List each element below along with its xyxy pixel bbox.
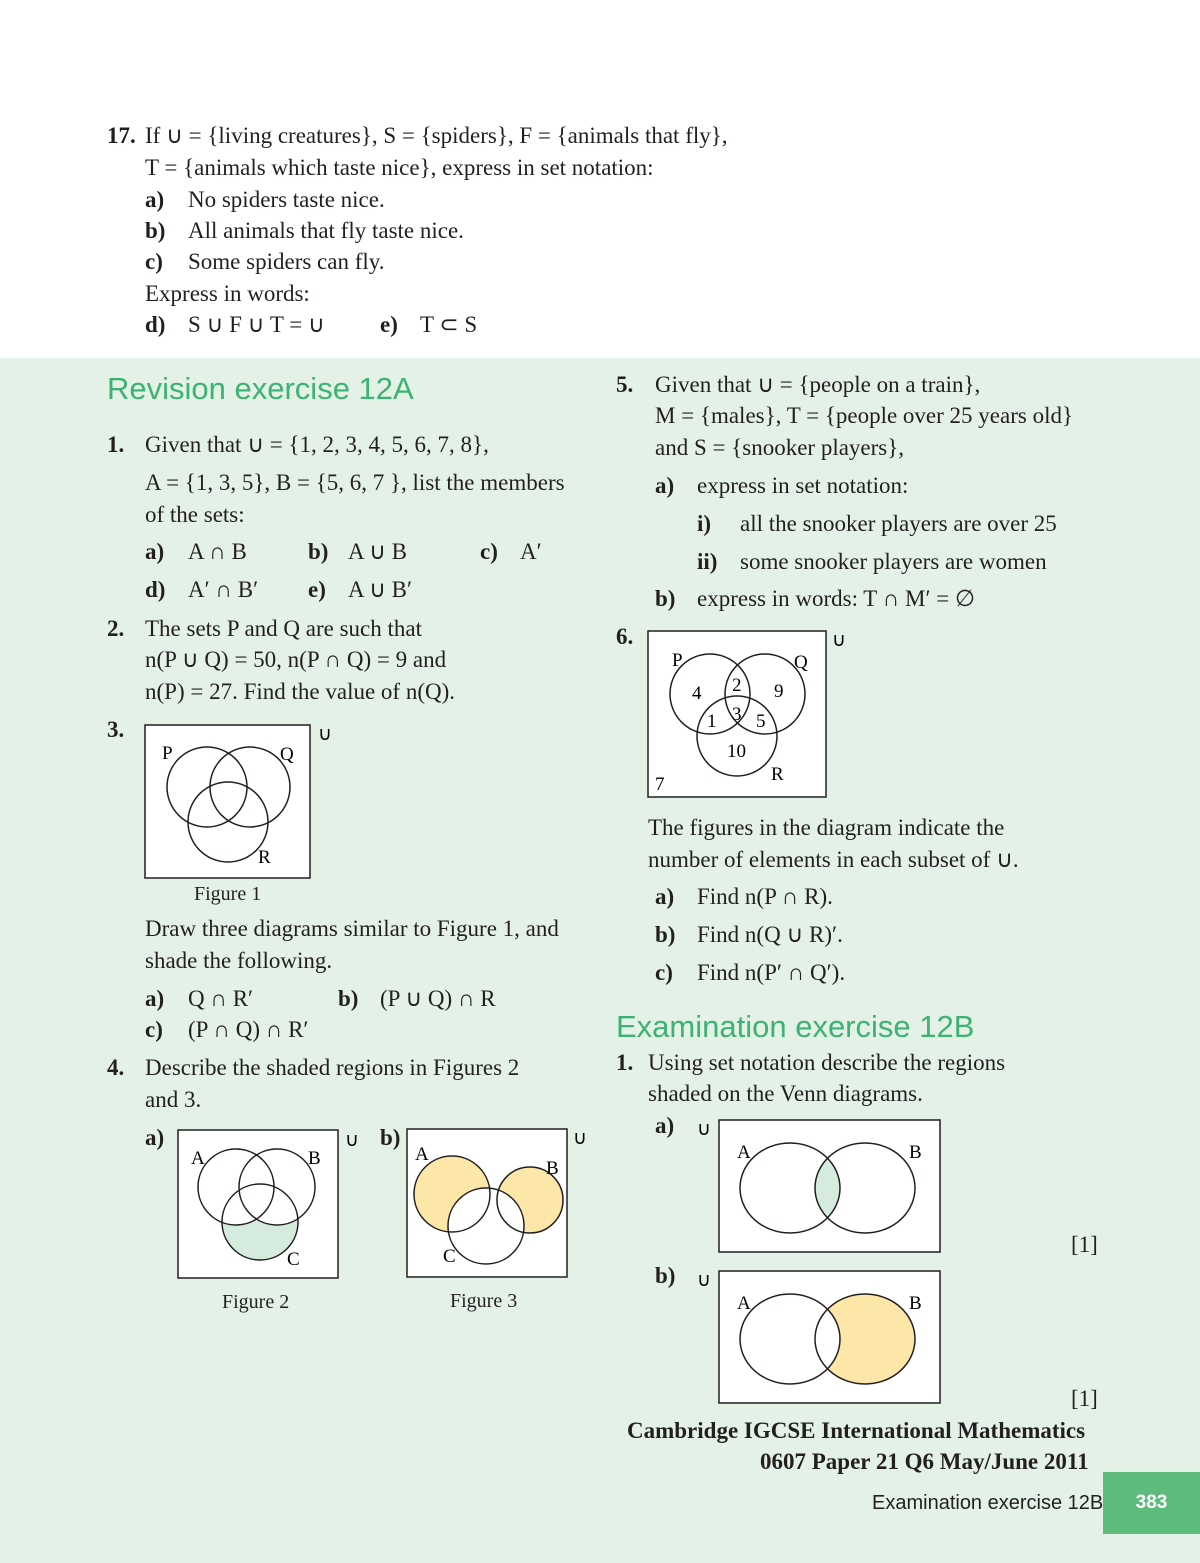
set-r-label: R	[258, 847, 271, 868]
part-text: T ⊂ S	[420, 312, 478, 337]
part-text: Some spiders can fly.	[188, 249, 385, 274]
region-count: 10	[727, 741, 746, 762]
part-label: c)	[655, 960, 673, 985]
source-attribution: 0607 Paper 21 Q6 May/June 2011	[760, 1449, 1089, 1474]
universal-symbol: ∪	[318, 724, 332, 745]
question-text: Draw three diagrams similar to Figure 1, and	[145, 916, 559, 941]
set-p-label: P	[672, 650, 683, 671]
question-number: 1.	[107, 432, 125, 457]
part-label: b)	[308, 539, 329, 564]
venn-diagram-figure-1	[140, 720, 340, 885]
set-b-label: B	[909, 1293, 922, 1314]
part-text: all the snooker players are over 25	[740, 511, 1057, 536]
part-label: a)	[145, 1125, 165, 1150]
set-q-label: Q	[794, 652, 808, 673]
part-text: some snooker players are women	[740, 549, 1047, 574]
question-text: n(P ∪ Q) = 50, n(P ∩ Q) = 9 and	[145, 647, 447, 672]
question-text: Given that ∪ = {1, 2, 3, 4, 5, 6, 7, 8},	[145, 432, 489, 457]
question-number: 4.	[107, 1055, 125, 1080]
part-label: c)	[480, 539, 498, 564]
source-attribution: Cambridge IGCSE International Mathematics	[627, 1418, 1086, 1443]
region-count: 3	[732, 704, 742, 725]
figure-caption: Figure 2	[222, 1291, 290, 1313]
set-b-label: B	[546, 1158, 559, 1179]
venn-diagram-exam-a	[694, 1112, 950, 1257]
part-label: a)	[145, 187, 165, 212]
region-count: 4	[692, 683, 702, 704]
part-label: ii)	[697, 549, 718, 574]
mark-allocation: [1]	[1071, 1232, 1098, 1257]
part-label: a)	[145, 539, 165, 564]
set-a-label: A	[737, 1293, 751, 1314]
part-text: A ∩ B	[188, 539, 247, 564]
part-label: b)	[655, 922, 676, 947]
set-a-label: A	[191, 1148, 205, 1169]
universal-symbol: ∪	[832, 630, 846, 651]
part-text: Find n(P ∩ R).	[697, 884, 833, 909]
part-text: A′	[520, 539, 542, 564]
venn-diagram-figure-2	[170, 1122, 370, 1284]
part-label: b)	[145, 218, 166, 243]
page-number: 383	[1103, 1472, 1200, 1534]
question-number: 1.	[616, 1050, 634, 1075]
question-number: 2.	[107, 616, 125, 641]
part-text: (P ∩ Q) ∩ R′	[188, 1017, 309, 1042]
section-heading-revision: Revision exercise 12A	[107, 371, 414, 406]
question-text: shade the following.	[145, 948, 333, 973]
part-label: c)	[145, 249, 163, 274]
question-number: 17.	[107, 123, 136, 148]
set-q-label: Q	[280, 744, 294, 765]
part-text: No spiders taste nice.	[188, 187, 385, 212]
part-text: Find n(Q ∪ R)′.	[697, 922, 843, 947]
region-count: 5	[756, 711, 766, 732]
part-label: e)	[308, 577, 326, 602]
region-count: 2	[732, 675, 742, 696]
mark-allocation: [1]	[1071, 1386, 1098, 1411]
question-text: T = {animals which taste nice}, express in set notation:	[145, 155, 654, 180]
part-label: e)	[380, 312, 398, 337]
venn-diagram-numbers	[640, 625, 860, 803]
region-count: 9	[774, 681, 784, 702]
venn-diagram-exam-b	[694, 1263, 950, 1408]
part-text: express in words: T ∩ M′ = ∅	[697, 586, 976, 611]
universal-symbol: ∪	[697, 1270, 711, 1291]
set-b-label: B	[308, 1148, 321, 1169]
set-p-label: P	[162, 743, 173, 764]
part-label: a)	[655, 1113, 675, 1138]
question-text: The sets P and Q are such that	[145, 616, 422, 641]
question-text: Using set notation describe the regions	[648, 1050, 1006, 1075]
set-a-label: A	[415, 1144, 429, 1165]
part-label: d)	[145, 577, 166, 602]
instruction-text: Express in words:	[145, 281, 310, 306]
question-text: Describe the shaded regions in Figures 2	[145, 1055, 520, 1080]
part-text: (P ∪ Q) ∩ R	[380, 986, 496, 1011]
question-number: 5.	[616, 372, 634, 397]
set-b-label: B	[909, 1142, 922, 1163]
question-number: 3.	[107, 717, 125, 742]
part-text: express in set notation:	[697, 473, 909, 498]
question-text: The figures in the diagram indicate the	[648, 815, 1005, 840]
venn-diagram-figure-3	[400, 1122, 600, 1284]
question-text: shaded on the Venn diagrams.	[648, 1081, 923, 1106]
part-text: A ∪ B′	[348, 577, 413, 602]
part-label: d)	[145, 312, 166, 337]
figure-caption: Figure 1	[194, 883, 262, 905]
part-label: a)	[145, 986, 165, 1011]
question-number: 6.	[616, 624, 634, 649]
part-text: All animals that fly taste nice.	[188, 218, 464, 243]
question-text: and 3.	[145, 1087, 202, 1112]
part-text: A ∪ B	[348, 539, 408, 564]
region-count: 7	[655, 774, 665, 795]
question-text: M = {males}, T = {people over 25 years old}	[655, 403, 1074, 428]
part-label: a)	[655, 884, 675, 909]
part-label: b)	[380, 1125, 401, 1150]
part-label: a)	[655, 473, 675, 498]
question-text: A = {1, 3, 5}, B = {5, 6, 7 }, list the members	[145, 470, 565, 495]
running-head: Examination exercise 12B	[872, 1492, 1104, 1514]
set-c-label: C	[287, 1249, 300, 1270]
question-text: number of elements in each subset of ∪.	[648, 847, 1019, 872]
part-text: A′ ∩ B′	[188, 577, 259, 602]
universal-symbol: ∪	[573, 1128, 587, 1149]
question-text: Given that ∪ = {people on a train},	[655, 372, 981, 397]
part-text: S ∪ F ∪ T = ∪	[188, 312, 325, 337]
section-heading-examination: Examination exercise 12B	[616, 1009, 975, 1044]
set-a-label: A	[737, 1142, 751, 1163]
universal-symbol: ∪	[697, 1119, 711, 1140]
set-r-label: R	[771, 764, 784, 785]
question-text: and S = {snooker players},	[655, 435, 905, 460]
part-text: Find n(P′ ∩ Q′).	[697, 960, 846, 985]
figure-caption: Figure 3	[450, 1290, 518, 1312]
universal-symbol: ∪	[345, 1130, 359, 1151]
question-text: of the sets:	[145, 502, 245, 527]
region-count: 1	[707, 711, 717, 732]
set-c-label: C	[443, 1246, 456, 1267]
part-label: b)	[655, 586, 676, 611]
part-label: i)	[697, 511, 712, 536]
part-label: c)	[145, 1017, 163, 1042]
part-label: b)	[655, 1263, 676, 1288]
part-text: Q ∩ R′	[188, 986, 254, 1011]
question-text: n(P) = 27. Find the value of n(Q).	[145, 679, 456, 704]
question-text: If ∪ = {living creatures}, S = {spiders}, F = {animals that fly},	[145, 123, 728, 148]
part-label: b)	[338, 986, 359, 1011]
